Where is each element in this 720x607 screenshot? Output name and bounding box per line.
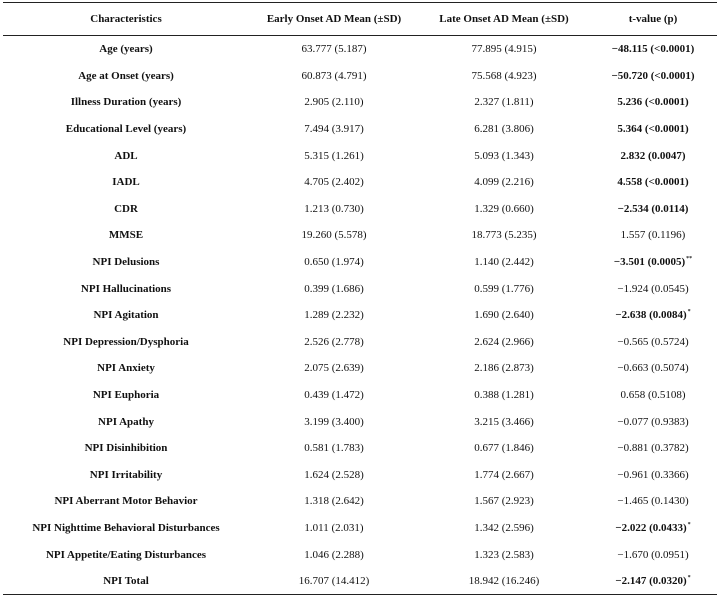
significance-mark: * bbox=[687, 309, 691, 316]
early-onset-cell bbox=[249, 408, 419, 435]
early-onset-cell bbox=[249, 355, 419, 382]
early-onset-cell-text: 1.213 (0.730) bbox=[304, 202, 364, 215]
table-body bbox=[3, 36, 717, 595]
header-t-value: t-value (p) bbox=[589, 3, 717, 36]
table-header bbox=[3, 3, 717, 36]
characteristic-cell bbox=[3, 36, 249, 63]
late-onset-cell bbox=[419, 249, 589, 276]
late-onset-cell-text: 0.677 (1.846) bbox=[474, 442, 534, 455]
late-onset-cell-text: 1.329 (0.660) bbox=[474, 202, 534, 215]
characteristic-cell-text: NPI Disinhibition bbox=[84, 442, 168, 455]
t-value-cell bbox=[589, 89, 717, 116]
characteristic-cell-text: IADL bbox=[112, 176, 140, 189]
characteristic-cell bbox=[3, 249, 249, 276]
significance-mark: ** bbox=[686, 256, 693, 263]
characteristic-cell bbox=[3, 142, 249, 169]
late-onset-cell-text: 18.942 (16.246) bbox=[468, 575, 540, 588]
early-onset-cell-text: 7.494 (3.917) bbox=[304, 123, 364, 136]
t-value-cell-text: 0.658 (0.5108) bbox=[620, 389, 686, 402]
early-onset-cell-text: 0.439 (1.472) bbox=[304, 389, 364, 402]
t-value-cell-text: 2.832 (0.0047) bbox=[620, 149, 686, 162]
t-value-cell-text: 4.558 (<0.0001) bbox=[617, 176, 689, 189]
t-value-cell-text: 1.557 (0.1196) bbox=[620, 229, 686, 242]
t-value-cell bbox=[589, 488, 717, 515]
t-value-cell-text: −48.115 (<0.0001) bbox=[611, 43, 695, 56]
late-onset-cell-text: 77.895 (4.915) bbox=[471, 43, 537, 56]
characteristic-cell bbox=[3, 488, 249, 515]
early-onset-cell-text: 0.399 (1.686) bbox=[304, 282, 364, 295]
t-value-cell bbox=[589, 355, 717, 382]
late-onset-cell-text: 1.342 (2.596) bbox=[474, 521, 534, 534]
t-value-cell-text: −2.147 (0.0320) bbox=[615, 575, 687, 588]
early-onset-cell-text: 2.075 (2.639) bbox=[304, 362, 364, 375]
t-value-cell-text: −1.670 (0.0951) bbox=[617, 548, 689, 561]
table-row bbox=[3, 63, 717, 90]
table-row bbox=[3, 408, 717, 435]
early-onset-cell bbox=[249, 196, 419, 223]
table-row bbox=[3, 488, 717, 515]
characteristic-cell bbox=[3, 89, 249, 116]
t-value-cell bbox=[589, 249, 717, 276]
t-value-cell bbox=[589, 541, 717, 568]
late-onset-cell-text: 18.773 (5.235) bbox=[471, 229, 537, 242]
late-onset-cell bbox=[419, 116, 589, 143]
table-row bbox=[3, 329, 717, 356]
early-onset-cell bbox=[249, 382, 419, 409]
early-onset-cell bbox=[249, 169, 419, 196]
early-onset-cell bbox=[249, 515, 419, 542]
late-onset-cell bbox=[419, 36, 589, 63]
characteristic-cell-text: NPI Anxiety bbox=[97, 362, 155, 375]
late-onset-cell bbox=[419, 302, 589, 329]
table-row bbox=[3, 302, 717, 329]
t-value-cell-text: −0.077 (0.9383) bbox=[617, 415, 689, 428]
header-row bbox=[3, 3, 717, 36]
early-onset-cell bbox=[249, 63, 419, 90]
late-onset-cell-text: 75.568 (4.923) bbox=[471, 69, 537, 82]
characteristic-cell-text: Educational Level (years) bbox=[65, 123, 187, 136]
characteristic-cell-text: Age at Onset (years) bbox=[78, 69, 174, 82]
early-onset-cell-text: 1.624 (2.528) bbox=[304, 468, 364, 481]
late-onset-cell-text: 2.186 (2.873) bbox=[474, 362, 534, 375]
characteristic-cell-text: NPI Total bbox=[103, 575, 149, 588]
t-value-cell bbox=[589, 435, 717, 462]
late-onset-cell bbox=[419, 568, 589, 595]
characteristic-cell bbox=[3, 116, 249, 143]
t-value-cell bbox=[589, 329, 717, 356]
characteristic-cell-text: NPI Depression/Dysphoria bbox=[63, 335, 189, 348]
late-onset-cell bbox=[419, 488, 589, 515]
early-onset-cell-text: 1.318 (2.642) bbox=[304, 495, 364, 508]
t-value-cell-text: −0.663 (0.5074) bbox=[617, 362, 689, 375]
header-early-onset: Early Onset AD Mean (±SD) bbox=[249, 3, 419, 36]
late-onset-cell bbox=[419, 275, 589, 302]
characteristic-cell-text: NPI Nighttime Behavioral Disturbances bbox=[32, 521, 220, 534]
characteristic-cell bbox=[3, 408, 249, 435]
characteristic-cell-text: NPI Delusions bbox=[92, 256, 160, 269]
characteristic-cell bbox=[3, 568, 249, 595]
characteristic-cell-text: NPI Euphoria bbox=[92, 389, 160, 402]
early-onset-cell bbox=[249, 541, 419, 568]
t-value-cell-text: 5.236 (<0.0001) bbox=[617, 96, 689, 109]
characteristic-cell-text: NPI Aberrant Motor Behavior bbox=[54, 495, 198, 508]
early-onset-cell-text: 60.873 (4.791) bbox=[301, 69, 367, 82]
table-row bbox=[3, 142, 717, 169]
early-onset-cell-text: 0.581 (1.783) bbox=[304, 442, 364, 455]
characteristic-cell bbox=[3, 169, 249, 196]
late-onset-cell bbox=[419, 382, 589, 409]
t-value-cell bbox=[589, 169, 717, 196]
late-onset-cell bbox=[419, 515, 589, 542]
late-onset-cell-text: 6.281 (3.806) bbox=[474, 123, 534, 136]
late-onset-cell bbox=[419, 142, 589, 169]
characteristic-cell-text: CDR bbox=[114, 202, 138, 215]
early-onset-cell bbox=[249, 329, 419, 356]
significance-mark: * bbox=[687, 575, 691, 582]
characteristic-cell bbox=[3, 541, 249, 568]
late-onset-cell bbox=[419, 329, 589, 356]
table-row bbox=[3, 568, 717, 595]
table-row bbox=[3, 541, 717, 568]
early-onset-cell bbox=[249, 275, 419, 302]
t-value-cell-text: −50.720 (<0.0001) bbox=[611, 69, 695, 82]
early-onset-cell-text: 1.289 (2.232) bbox=[304, 309, 364, 322]
table-row bbox=[3, 89, 717, 116]
characteristic-cell bbox=[3, 302, 249, 329]
early-onset-cell-text: 16.707 (14.412) bbox=[298, 575, 370, 588]
header-characteristics: Characteristics bbox=[3, 3, 249, 36]
early-onset-cell bbox=[249, 222, 419, 249]
table-row bbox=[3, 196, 717, 223]
t-value-cell-text: −0.961 (0.3366) bbox=[617, 468, 689, 481]
late-onset-cell bbox=[419, 89, 589, 116]
t-value-cell bbox=[589, 196, 717, 223]
characteristic-cell bbox=[3, 435, 249, 462]
table-row bbox=[3, 222, 717, 249]
late-onset-cell bbox=[419, 222, 589, 249]
t-value-cell-text: −0.565 (0.5724) bbox=[617, 335, 689, 348]
table-row bbox=[3, 382, 717, 409]
characteristic-cell bbox=[3, 382, 249, 409]
late-onset-cell bbox=[419, 541, 589, 568]
late-onset-cell bbox=[419, 355, 589, 382]
table-row bbox=[3, 169, 717, 196]
t-value-cell bbox=[589, 408, 717, 435]
characteristic-cell-text: NPI Apathy bbox=[98, 415, 154, 428]
early-onset-cell bbox=[249, 302, 419, 329]
table-row bbox=[3, 435, 717, 462]
late-onset-cell-text: 2.624 (2.966) bbox=[474, 335, 534, 348]
table-row bbox=[3, 275, 717, 302]
t-value-cell bbox=[589, 116, 717, 143]
late-onset-cell-text: 1.567 (2.923) bbox=[474, 495, 534, 508]
characteristic-cell bbox=[3, 63, 249, 90]
t-value-cell-text: −0.881 (0.3782) bbox=[617, 442, 689, 455]
late-onset-cell bbox=[419, 435, 589, 462]
header-late-onset: Late Onset AD Mean (±SD) bbox=[419, 3, 589, 36]
t-value-cell-text: 5.364 (<0.0001) bbox=[617, 123, 689, 136]
late-onset-cell bbox=[419, 462, 589, 489]
late-onset-cell-text: 0.388 (1.281) bbox=[474, 389, 534, 402]
t-value-cell bbox=[589, 63, 717, 90]
early-onset-cell bbox=[249, 488, 419, 515]
t-value-cell bbox=[589, 302, 717, 329]
early-onset-cell bbox=[249, 249, 419, 276]
t-value-cell bbox=[589, 515, 717, 542]
late-onset-cell-text: 0.599 (1.776) bbox=[474, 282, 534, 295]
late-onset-cell-text: 5.093 (1.343) bbox=[474, 149, 534, 162]
late-onset-cell bbox=[419, 63, 589, 90]
late-onset-cell-text: 1.323 (2.583) bbox=[474, 548, 534, 561]
characteristic-cell bbox=[3, 196, 249, 223]
early-onset-cell-text: 4.705 (2.402) bbox=[304, 176, 364, 189]
late-onset-cell-text: 3.215 (3.466) bbox=[474, 415, 534, 428]
late-onset-cell bbox=[419, 169, 589, 196]
characteristic-cell-text: NPI Irritability bbox=[89, 468, 163, 481]
early-onset-cell bbox=[249, 142, 419, 169]
characteristic-cell-text: Illness Duration (years) bbox=[70, 96, 182, 109]
t-value-cell-text: −3.501 (0.0005) bbox=[613, 256, 686, 269]
t-value-cell bbox=[589, 568, 717, 595]
t-value-cell bbox=[589, 275, 717, 302]
characteristic-cell bbox=[3, 329, 249, 356]
characteristic-cell-text: MMSE bbox=[108, 229, 144, 242]
t-value-cell bbox=[589, 462, 717, 489]
late-onset-cell-text: 2.327 (1.811) bbox=[474, 96, 534, 109]
early-onset-cell-text: 19.260 (5.578) bbox=[301, 229, 367, 242]
early-onset-cell-text: 1.046 (2.288) bbox=[304, 548, 364, 561]
early-onset-cell bbox=[249, 89, 419, 116]
late-onset-cell-text: 4.099 (2.216) bbox=[474, 176, 534, 189]
table-row bbox=[3, 36, 717, 63]
significance-mark: * bbox=[687, 521, 691, 528]
late-onset-cell-text: 1.690 (2.640) bbox=[474, 309, 534, 322]
table-row bbox=[3, 355, 717, 382]
early-onset-cell-text: 3.199 (3.400) bbox=[304, 415, 364, 428]
t-value-cell-text: −2.022 (0.0433) bbox=[615, 521, 687, 534]
early-onset-cell bbox=[249, 568, 419, 595]
late-onset-cell bbox=[419, 408, 589, 435]
t-value-cell-text: −1.924 (0.0545) bbox=[617, 282, 689, 295]
early-onset-cell bbox=[249, 435, 419, 462]
characteristic-cell bbox=[3, 222, 249, 249]
characteristic-cell-text: ADL bbox=[114, 149, 138, 162]
characteristic-cell-text: Age (years) bbox=[99, 43, 153, 56]
t-value-cell-text: −1.465 (0.1430) bbox=[617, 495, 689, 508]
t-value-cell bbox=[589, 142, 717, 169]
early-onset-cell bbox=[249, 36, 419, 63]
table-row bbox=[3, 116, 717, 143]
characteristic-cell bbox=[3, 275, 249, 302]
t-value-cell-text: −2.534 (0.0114) bbox=[617, 202, 689, 215]
t-value-cell-text: −2.638 (0.0084) bbox=[615, 309, 687, 322]
characteristic-cell bbox=[3, 462, 249, 489]
t-value-cell bbox=[589, 222, 717, 249]
early-onset-cell bbox=[249, 116, 419, 143]
table-row bbox=[3, 515, 717, 542]
late-onset-cell-text: 1.140 (2.442) bbox=[474, 256, 534, 269]
early-onset-cell-text: 1.011 (2.031) bbox=[304, 521, 364, 534]
characteristic-cell bbox=[3, 355, 249, 382]
late-onset-cell bbox=[419, 196, 589, 223]
characteristic-cell-text: NPI Hallucinations bbox=[80, 282, 172, 295]
t-value-cell bbox=[589, 382, 717, 409]
comparison-table bbox=[3, 2, 717, 595]
early-onset-cell-text: 2.905 (2.110) bbox=[304, 96, 364, 109]
early-onset-cell-text: 63.777 (5.187) bbox=[301, 43, 367, 56]
table-row bbox=[3, 462, 717, 489]
characteristic-cell-text: NPI Appetite/Eating Disturbances bbox=[45, 548, 207, 561]
early-onset-cell bbox=[249, 462, 419, 489]
early-onset-cell-text: 0.650 (1.974) bbox=[304, 256, 364, 269]
late-onset-cell-text: 1.774 (2.667) bbox=[474, 468, 534, 481]
table-row bbox=[3, 249, 717, 276]
characteristic-cell bbox=[3, 515, 249, 542]
t-value-cell bbox=[589, 36, 717, 63]
early-onset-cell-text: 5.315 (1.261) bbox=[304, 149, 364, 162]
characteristic-cell-text: NPI Agitation bbox=[93, 309, 159, 322]
early-onset-cell-text: 2.526 (2.778) bbox=[304, 335, 364, 348]
